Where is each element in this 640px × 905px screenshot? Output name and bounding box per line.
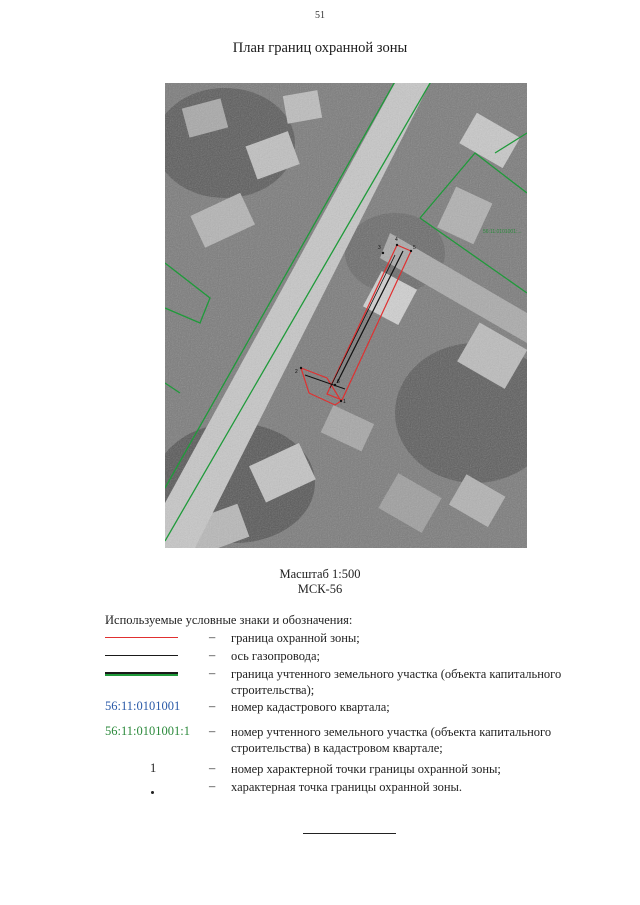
legend-item-point-number: 1 – номер характерной точки границы охранной зоны; (105, 761, 605, 791)
scale-label: Масштаб 1:500 (279, 567, 361, 581)
map-canvas (165, 83, 527, 548)
scale-block (0, 567, 640, 597)
legend-item-gas-axis: – ось газопровода; (105, 648, 605, 678)
legend-item-characteristic-point: – характерная точка границы охранной зоны. (105, 779, 605, 809)
parcel-number-symbol: 56:11:0101001:1 (105, 724, 190, 738)
point-dot-symbol (105, 779, 205, 793)
legend-item-quarter-number: 56:11:0101001 – номер кадастрового квартала; (105, 699, 390, 714)
legend-heading: Используемые условные знаки и обозначения: (105, 613, 353, 627)
point-number-symbol: 1 (150, 761, 157, 775)
legend-item-parcel-border: – граница учтенного земельного участка (объекта капитального строительства); (105, 666, 605, 700)
signature-line (303, 833, 396, 834)
green-line-symbol (105, 666, 205, 680)
legend-item-protection-zone: – граница охранной зоны; (105, 630, 605, 660)
page-title: План границ охранной зоны (232, 40, 408, 56)
map-texture (165, 83, 527, 548)
svg-text:5: 5 (413, 245, 416, 251)
legend-item-parcel-number: 56:11:0101001:1 – номер учтенного земельного участка (объекта капитального строительства) в кадастровом квартале; (105, 724, 552, 755)
black-line-symbol (105, 648, 205, 662)
coordinate-system-label: МСК-56 (297, 582, 343, 596)
svg-text:2: 2 (295, 369, 298, 375)
parcel-number-label: 56:11:0101001:... (483, 229, 522, 235)
page-number: 51 (315, 10, 325, 21)
svg-text:6: 6 (337, 379, 340, 385)
svg-text:3: 3 (378, 245, 381, 251)
satellite-map (165, 83, 527, 548)
svg-text:4: 4 (395, 237, 398, 243)
svg-text:1: 1 (343, 399, 346, 405)
red-line-symbol (105, 630, 205, 644)
quarter-number-symbol: 56:11:0101001 (105, 699, 181, 713)
